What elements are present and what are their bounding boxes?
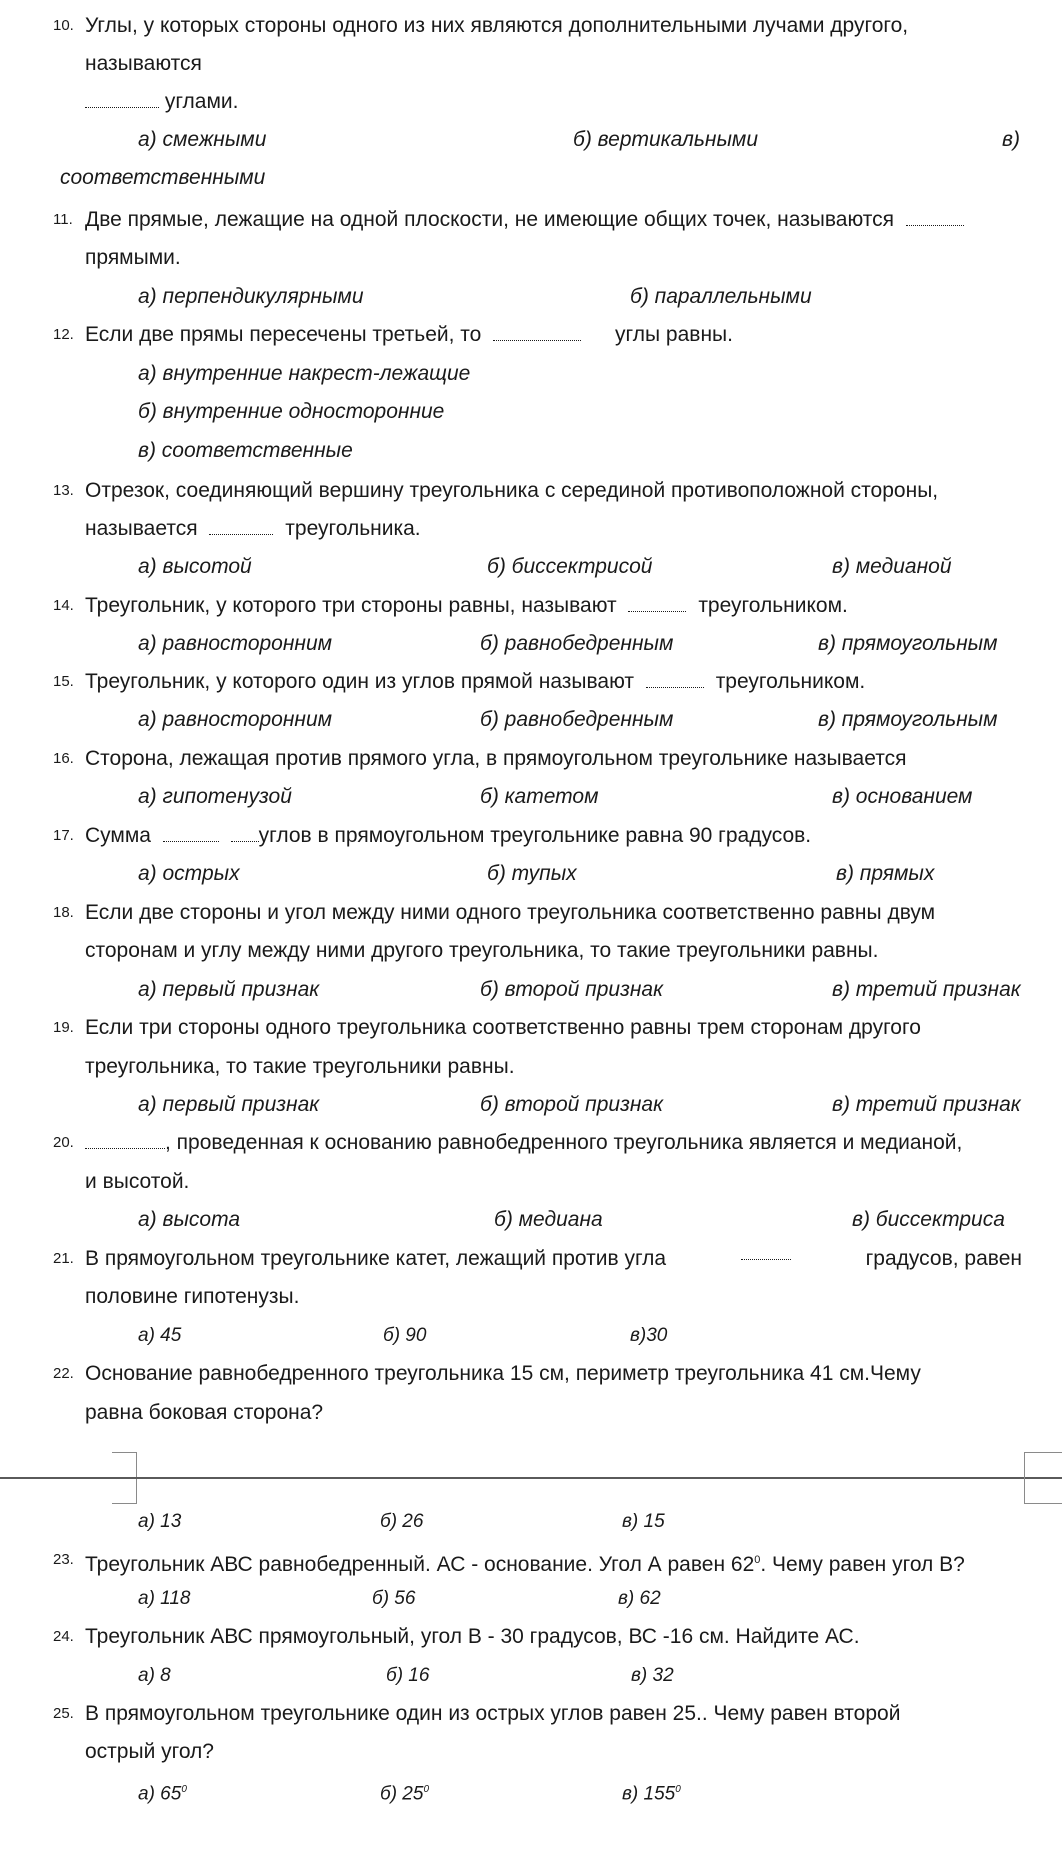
question-text: Треугольник, у которого один из углов прямой называют	[85, 670, 634, 693]
question-11-line1	[85, 206, 964, 234]
question-20-line1	[85, 1129, 962, 1157]
question-number: 17.	[53, 827, 74, 844]
question-text: Если три стороны одного треугольника соответственно равны трем сторонам другого	[85, 1016, 921, 1039]
option-a: а) гипотенузой	[138, 785, 292, 808]
question-text: углами.	[164, 90, 239, 113]
option-a: а) 8	[138, 1665, 171, 1686]
option-text: в) 155	[622, 1783, 676, 1805]
option-c-continued: соответственными	[60, 166, 266, 189]
option-c: в) 62	[618, 1588, 661, 1609]
option-c: в) прямоугольным	[818, 708, 998, 731]
option-b: б) параллельными	[630, 285, 812, 308]
degree-superscript: 0	[754, 1554, 761, 1566]
question-17-line1	[85, 822, 811, 850]
option-a: а) смежными	[138, 128, 267, 151]
question-22-line2: равна боковая сторона?	[85, 1401, 324, 1424]
option-b: б) второй признак	[480, 1093, 664, 1116]
option-b: б) 26	[380, 1511, 424, 1532]
question-18-line2: сторонам и углу между ними другого треугольника, то такие треугольники равны.	[85, 939, 879, 962]
question-number: 10.	[53, 17, 74, 34]
option-b: б) 90	[383, 1325, 427, 1346]
question-number: 19.	[53, 1019, 74, 1036]
question-10-line3	[85, 88, 238, 116]
question-25-line1	[85, 1700, 1022, 1728]
question-text: углов в прямоугольном треугольнике равна 90 градусов.	[258, 824, 812, 847]
option-a: а) перпендикулярными	[138, 285, 364, 308]
question-text: Две прямые, лежащие на одной плоскости, не имеющие общих точек, называются	[85, 208, 895, 231]
option-c: в)30	[630, 1325, 668, 1346]
question-19-line1	[85, 1014, 1022, 1042]
question-21-line1	[85, 1245, 1022, 1273]
option-c: в) соответственные	[138, 439, 353, 462]
question-text: Треугольник АВС равнобедренный. АС - основание. Угол А равен 62	[85, 1553, 755, 1576]
option-b: б) второй признак	[480, 978, 664, 1001]
question-number: 16.	[53, 750, 74, 767]
option-b: б) равнобедренным	[480, 632, 674, 655]
answer-blank	[628, 597, 686, 612]
question-text: углы равны.	[615, 323, 733, 346]
option-c: в) прямоугольным	[818, 632, 998, 655]
question-10-line1	[85, 12, 1022, 40]
question-number: 25.	[53, 1705, 74, 1722]
question-text: Отрезок, соединяющий вершину треугольника с серединой противоположной стороны,	[85, 479, 939, 502]
question-16-line1: Сторона, лежащая против прямого угла, в прямоугольном треугольнике называется	[85, 747, 907, 770]
question-11-line2: прямыми.	[85, 246, 181, 269]
question-14-line1	[85, 592, 848, 620]
question-23-line1	[85, 1546, 965, 1579]
question-text: Если две стороны и угол между ними одного треугольника соответственно равны двум	[85, 901, 936, 924]
option-b: б) тупых	[487, 862, 577, 885]
option-a: а) острых	[138, 862, 240, 885]
question-number: 15.	[53, 673, 74, 690]
degree-superscript: 0	[675, 1784, 681, 1795]
question-number: 14.	[53, 597, 74, 614]
question-18-line1	[85, 899, 1022, 927]
answer-blank	[906, 211, 964, 226]
option-c: в) третий признак	[832, 978, 1021, 1001]
option-a: а) 118	[138, 1588, 191, 1609]
question-number: 21.	[53, 1250, 74, 1267]
option-b: б) 56	[372, 1588, 416, 1609]
answer-blank	[741, 1245, 791, 1260]
question-number: 22.	[53, 1365, 74, 1382]
option-c: в)	[1002, 128, 1020, 151]
page-break-bracket-right	[1024, 1452, 1062, 1504]
option-a	[138, 1776, 187, 1808]
option-b: б) 16	[386, 1665, 430, 1686]
question-text: В прямоугольном треугольнике катет, лежащий против угла	[85, 1247, 667, 1270]
option-text: б) 25	[380, 1783, 424, 1805]
question-10-line2: называются	[85, 52, 202, 75]
question-number: 18.	[53, 904, 74, 921]
option-a: а) внутренние накрест-лежащие	[138, 362, 471, 385]
option-a: а) 13	[138, 1511, 182, 1532]
question-24-line1: Треугольник АВС прямоугольный, угол В - 30 градусов, ВС -16 см. Найдите АС.	[85, 1625, 860, 1648]
question-text: Треугольник, у которого три стороны равны, называют	[85, 594, 617, 617]
option-b: б) равнобедренным	[480, 708, 674, 731]
question-text: . Чему равен угол В?	[760, 1553, 965, 1576]
question-text: треугольником.	[715, 670, 866, 693]
option-c: в) третий признак	[832, 1093, 1021, 1116]
question-15-line1	[85, 668, 865, 696]
answer-blank	[646, 673, 704, 688]
question-25-line2: острый угол?	[85, 1740, 214, 1763]
question-13-line2	[85, 515, 421, 543]
question-text: треугольником.	[698, 594, 848, 617]
answer-blank	[493, 326, 581, 341]
page-break-divider	[0, 1477, 1062, 1479]
option-a: а) равносторонним	[138, 632, 333, 655]
question-text: Основание равнобедренного треугольника 15 см, периметр треугольника 41 см.Чему	[85, 1362, 921, 1385]
option-a: а) равносторонним	[138, 708, 333, 731]
option-text: а) 65	[138, 1783, 182, 1805]
question-number: 12.	[53, 326, 74, 343]
option-c	[622, 1776, 681, 1808]
question-text: Сумма	[85, 824, 151, 847]
question-number: 20.	[53, 1134, 74, 1151]
option-c: в) прямых	[836, 862, 935, 885]
question-text: Если две прямы пересечены третьей, то	[85, 323, 482, 346]
option-b	[380, 1776, 429, 1808]
question-text: Углы, у которых стороны одного из них являются дополнительными лучами другого,	[85, 14, 909, 37]
option-b: б) биссектрисой	[487, 555, 653, 578]
option-c: в) медианой	[832, 555, 952, 578]
question-number: 23.	[53, 1551, 74, 1568]
option-c: в) 15	[622, 1511, 665, 1532]
degree-superscript: 0	[423, 1784, 429, 1795]
question-text: , проведенная к основанию равнобедренного треугольника является и медианой,	[165, 1131, 963, 1154]
question-12-line1	[85, 321, 733, 349]
option-a: а) высота	[138, 1208, 241, 1231]
question-22-line1	[85, 1360, 1022, 1388]
option-a: а) первый признак	[138, 978, 320, 1001]
question-text: называется	[85, 517, 198, 540]
question-text: градусов, равен	[865, 1247, 1022, 1270]
option-b: б) внутренние односторонние	[138, 400, 445, 423]
answer-blank	[163, 827, 219, 842]
option-c: в) 32	[631, 1665, 674, 1686]
answer-blank	[231, 827, 259, 842]
option-b: б) катетом	[480, 785, 599, 808]
question-number: 24.	[53, 1628, 74, 1645]
answer-blank	[85, 1134, 165, 1149]
question-20-line2: и высотой.	[85, 1170, 190, 1193]
question-13-line1	[85, 477, 1022, 505]
question-text: треугольника.	[285, 517, 421, 540]
option-b: б) медиана	[494, 1208, 603, 1231]
option-a: а) высотой	[138, 555, 252, 578]
question-21-line2: половине гипотенузы.	[85, 1285, 300, 1308]
option-c: в) основанием	[832, 785, 973, 808]
question-number: 11.	[53, 211, 73, 228]
degree-superscript: 0	[181, 1784, 187, 1795]
answer-blank	[85, 93, 159, 108]
option-b: б) вертикальными	[573, 128, 759, 151]
question-text: В прямоугольном треугольнике один из острых углов равен 25.. Чему равен второй	[85, 1702, 901, 1725]
question-number: 13.	[53, 482, 74, 499]
question-19-line2: треугольника, то такие треугольники равны.	[85, 1055, 515, 1078]
option-c: в) биссектриса	[852, 1208, 1005, 1231]
option-a: а) 45	[138, 1325, 182, 1346]
answer-blank	[209, 520, 273, 535]
option-a: а) первый признак	[138, 1093, 320, 1116]
